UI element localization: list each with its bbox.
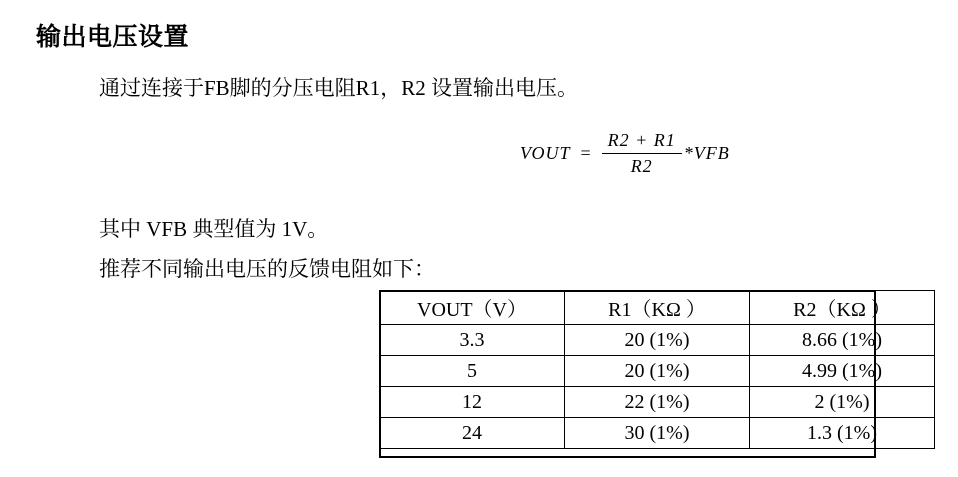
table-header-row <box>380 291 935 325</box>
table-cell: 5 <box>380 356 565 387</box>
formula-denominator: R2 <box>630 156 653 176</box>
table-cell: 12 <box>380 387 565 418</box>
table-cell: 3.3 <box>380 325 565 356</box>
formula-numerator: R2 + R1 <box>607 130 676 150</box>
paragraph-table-caption: 推荐不同输出电压的反馈电阻如下： <box>99 257 435 281</box>
table-row <box>380 325 935 356</box>
table-row <box>380 387 935 418</box>
table-header-cell: VOUT（V） <box>380 291 565 325</box>
formula-vout <box>520 130 730 177</box>
table-cell: 20 (1%) <box>565 356 750 387</box>
formula-fraction <box>602 130 682 177</box>
formula-equals: = <box>580 143 592 163</box>
table-cell: 30 (1%) <box>565 418 750 449</box>
table-cell: 8.66 (1%) <box>750 325 935 356</box>
table-cell: 4.99 (1%) <box>750 356 935 387</box>
formula-lhs: VOUT <box>520 143 571 163</box>
table-header-cell: R1（KΩ ） <box>565 291 750 325</box>
feedback-resistor-table <box>379 290 935 449</box>
page-title: 输出电压设置 <box>36 22 190 51</box>
paragraph-vfb-typical: 其中 VFB 典型值为 1V。 <box>99 217 329 241</box>
table-row <box>380 418 935 449</box>
table-cell: 20 (1%) <box>565 325 750 356</box>
paragraph-intro: 通过连接于FB脚的分压电阻R1，R2 设置输出电压。 <box>99 76 578 100</box>
table-row <box>380 356 935 387</box>
table-cell: 22 (1%) <box>565 387 750 418</box>
table-header-cell: R2（KΩ ） <box>750 291 935 325</box>
table-cell: 1.3 (1%) <box>750 418 935 449</box>
table-cell: 2 (1%) <box>750 387 935 418</box>
table-cell: 24 <box>380 418 565 449</box>
formula-rhs: *VFB <box>683 143 730 163</box>
